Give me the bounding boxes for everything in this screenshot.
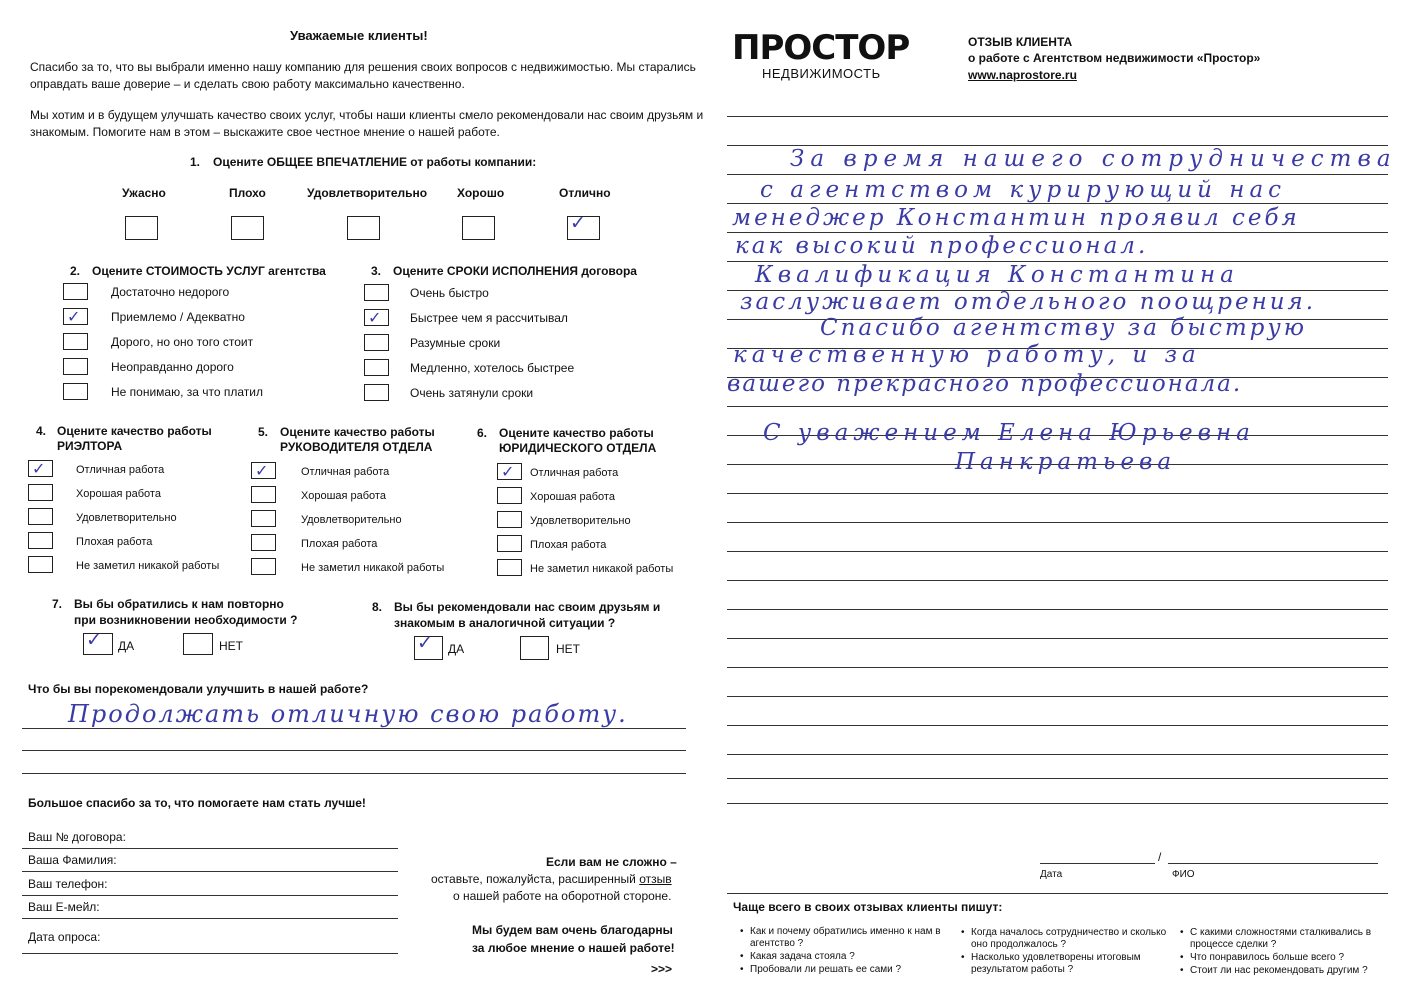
review-subtitle: о работе с Агентством недвижимости «Простор» bbox=[968, 51, 1261, 65]
q3-checkbox[interactable] bbox=[364, 384, 389, 401]
q3-option-label: Очень затянули сроки bbox=[410, 386, 534, 400]
checkmark-icon: ✓ bbox=[417, 632, 433, 654]
q2-title: Оцените СТОИМОСТЬ УСЛУГ агентства bbox=[92, 264, 326, 278]
q2-checkbox[interactable] bbox=[63, 358, 88, 375]
q7-title-line-2: при возникновении необходимости ? bbox=[74, 613, 298, 627]
q2-checkbox-checked[interactable] bbox=[63, 308, 88, 325]
checkmark-icon: ✓ bbox=[570, 212, 586, 234]
q4-title: Оцените качество работы bbox=[57, 424, 212, 438]
q4-checkbox[interactable] bbox=[28, 556, 53, 573]
q8-title-line-1: Вы бы рекомендовали нас своим друзьям и bbox=[394, 600, 661, 614]
divider bbox=[727, 893, 1388, 894]
email-field[interactable] bbox=[22, 918, 398, 919]
handwritten-line: качественную работу, и за bbox=[733, 342, 1201, 368]
ruled-line bbox=[727, 406, 1388, 407]
ruled-line bbox=[727, 174, 1388, 175]
q4-option-label: Хорошая работа bbox=[76, 488, 161, 500]
q6-checkbox[interactable] bbox=[497, 559, 522, 576]
q8-yes-label: ДА bbox=[448, 642, 465, 656]
tip-item-continued: оно продолжалось ? bbox=[971, 939, 1067, 950]
tip-item: • Как и почему обратились именно к нам в bbox=[750, 924, 941, 939]
tip-item: • Когда началось сотрудничество и сколько bbox=[971, 925, 1166, 940]
field-label-contract: Ваш № договора: bbox=[28, 830, 126, 844]
field-label-surname: Ваша Фамилия: bbox=[28, 853, 117, 867]
checkmark-icon: ✓ bbox=[368, 308, 382, 327]
grateful-line-1: Мы будем вам очень благодарны bbox=[472, 923, 673, 937]
q2-number: 2. bbox=[70, 264, 81, 278]
q1-option-label: Ужасно bbox=[122, 186, 166, 200]
q4-checkbox-checked[interactable] bbox=[28, 460, 53, 477]
q4-checkbox[interactable] bbox=[28, 484, 53, 501]
q8-no-label: НЕТ bbox=[556, 642, 580, 656]
company-logo bbox=[732, 30, 909, 81]
q8-yes-checkbox-checked[interactable] bbox=[414, 632, 443, 660]
q4-checkbox[interactable] bbox=[28, 508, 53, 525]
phone-field[interactable] bbox=[22, 895, 398, 896]
fio-label: ФИО bbox=[1172, 869, 1195, 880]
field-label-phone: Ваш телефон: bbox=[28, 877, 108, 891]
review-link[interactable]: отзыв bbox=[639, 872, 672, 886]
often-title: Чаще всего в своих отзывах клиенты пишут: bbox=[733, 900, 1003, 914]
survey-date-field[interactable] bbox=[22, 953, 398, 954]
q2-option-label: Неоправданно дорого bbox=[111, 360, 234, 374]
q1-checkbox-checked[interactable] bbox=[567, 212, 600, 240]
note-line-2 bbox=[431, 872, 672, 887]
q5-checkbox[interactable] bbox=[251, 534, 276, 551]
q5-option-label: Плохая работа bbox=[301, 538, 378, 550]
ruled-line bbox=[727, 803, 1388, 804]
improve-answer-handwritten: Продолжать отличную свою работу. bbox=[68, 700, 628, 728]
date-label: Дата bbox=[1040, 869, 1063, 880]
q5-checkbox[interactable] bbox=[251, 558, 276, 575]
tip-item-continued: агентство ? bbox=[750, 938, 804, 949]
handwritten-line: Спасибо агентству за быструю bbox=[820, 315, 1307, 341]
tip-item-continued: результатом работы ? bbox=[971, 964, 1074, 975]
intro-paragraph-1-line-1: Спасибо за то, что вы выбрали именно нашу компанию для решения своих вопросов с недвижимостью. Мы старались bbox=[30, 60, 696, 74]
handwritten-line: Квалификация Константина bbox=[755, 262, 1239, 288]
checkmark-icon: ✓ bbox=[32, 459, 46, 478]
handwritten-line: менеджер Константин проявил себя bbox=[732, 205, 1300, 231]
q3-option-label: Разумные сроки bbox=[410, 336, 501, 350]
website-link[interactable]: www.naprostore.ru bbox=[968, 68, 1077, 82]
q3-number: 3. bbox=[371, 264, 382, 278]
checkmark-icon: ✓ bbox=[501, 462, 515, 481]
q5-title: Оцените качество работы bbox=[280, 425, 435, 439]
q2-checkbox[interactable] bbox=[63, 283, 88, 300]
q6-checkbox[interactable] bbox=[497, 487, 522, 504]
q5-checkbox-checked[interactable] bbox=[251, 462, 276, 479]
tip-item: • Какая задача стояла ? bbox=[750, 949, 855, 964]
q2-option-label: Приемлемо / Адекватно bbox=[111, 310, 245, 324]
q6-checkbox-checked[interactable] bbox=[497, 463, 522, 480]
logo-subtitle: НЕДВИЖИМОСТЬ bbox=[762, 66, 881, 81]
q2-checkbox[interactable] bbox=[63, 383, 88, 400]
q3-checkbox[interactable] bbox=[364, 359, 389, 376]
ruled-line bbox=[727, 667, 1388, 668]
q2-option-label: Дорого, но оно того стоит bbox=[111, 335, 254, 349]
ruled-line bbox=[727, 725, 1388, 726]
q1-option-label: Плохо bbox=[229, 186, 266, 200]
q6-number: 6. bbox=[477, 426, 488, 440]
q5-checkbox[interactable] bbox=[251, 510, 276, 527]
q3-option-label: Быстрее чем я рассчитывал bbox=[410, 311, 568, 325]
q1-checkbox[interactable] bbox=[462, 216, 495, 240]
q3-title: Оцените СРОКИ ИСПОЛНЕНИЯ договора bbox=[393, 264, 637, 278]
q6-option-label: Отличная работа bbox=[530, 467, 619, 479]
q3-checkbox[interactable] bbox=[364, 284, 389, 301]
handwritten-line: За время нашего сотрудничества bbox=[790, 146, 1397, 172]
q6-checkbox[interactable] bbox=[497, 511, 522, 528]
note-line-2-text: оставьте, пожалуйста, расширенный bbox=[431, 872, 640, 886]
q7-number: 7. bbox=[52, 597, 63, 611]
q6-option-label: Не заметил никакой работы bbox=[530, 563, 674, 575]
q7-yes-label: ДА bbox=[118, 639, 135, 653]
ruled-line bbox=[727, 778, 1388, 779]
q4-number: 4. bbox=[36, 424, 47, 438]
q4-option-label: Плохая работа bbox=[76, 536, 153, 548]
q1-title: Оцените ОБЩЕЕ ВПЕЧАТЛЕНИЕ от работы компании: bbox=[213, 155, 537, 169]
ruled-line bbox=[727, 696, 1388, 697]
q3-checkbox-checked[interactable] bbox=[364, 309, 389, 326]
tip-item-continued: процессе сделки ? bbox=[1190, 939, 1277, 950]
next-page-arrows: >>> bbox=[651, 962, 673, 976]
ruled-line bbox=[727, 638, 1388, 639]
ruled-line bbox=[727, 116, 1388, 117]
q6-subject: ЮРИДИЧЕСКОГО ОТДЕЛА bbox=[499, 441, 657, 455]
handwritten-signature-line: С уважением Елена Юрьевна bbox=[763, 420, 1255, 446]
ruled-line bbox=[727, 203, 1388, 204]
q7-title-line-1: Вы бы обратились к нам повторно bbox=[74, 597, 284, 611]
surname-field[interactable] bbox=[22, 871, 398, 872]
intro-paragraph-2-line-1: Мы хотим и в будущем улучшать качество своих услуг, чтобы наши клиенты смело рекомендовали нас своим друзьям и bbox=[30, 108, 704, 122]
tip-item: • Пробовали ли решать ее сами ? bbox=[750, 962, 901, 977]
q6-option-label: Удовлетворительно bbox=[530, 515, 631, 527]
handwritten-line: заслуживает отдельного поощрения. bbox=[740, 289, 1317, 315]
ruled-line bbox=[727, 522, 1388, 523]
q1-checkbox[interactable] bbox=[125, 216, 158, 240]
q2-option-label: Не понимаю, за что платил bbox=[111, 385, 264, 399]
q4-option-label: Отличная работа bbox=[76, 464, 165, 476]
q1-checkbox[interactable] bbox=[347, 216, 380, 240]
checkmark-icon: ✓ bbox=[67, 307, 81, 326]
q6-checkbox[interactable] bbox=[497, 535, 522, 552]
q5-number: 5. bbox=[258, 425, 269, 439]
answer-line bbox=[22, 773, 686, 774]
q3-option-label: Очень быстро bbox=[410, 286, 489, 300]
q4-checkbox[interactable] bbox=[28, 532, 53, 549]
q2-option-label: Достаточно недорого bbox=[111, 285, 230, 299]
answer-line bbox=[22, 750, 686, 751]
q4-option-label: Удовлетворительно bbox=[76, 512, 177, 524]
q2-checkbox[interactable] bbox=[63, 333, 88, 350]
tip-item: • Что понравилось больше всего ? bbox=[1190, 950, 1344, 965]
q3-checkbox[interactable] bbox=[364, 334, 389, 351]
q5-option-label: Удовлетворительно bbox=[301, 514, 402, 526]
q6-option-label: Хорошая работа bbox=[530, 491, 615, 503]
intro-paragraph-1-line-2: оправдать ваше доверие – и сделать свою работу максимально качественно. bbox=[30, 77, 465, 91]
ruled-line bbox=[727, 580, 1388, 581]
handwritten-line: с агентством курирующий нас bbox=[760, 177, 1287, 203]
q1-option-label: Хорошо bbox=[457, 186, 505, 200]
q6-title: Оцените качество работы bbox=[499, 426, 654, 440]
q6-option-label: Плохая работа bbox=[530, 539, 607, 551]
tip-item: • Стоит ли нас рекомендовать другим ? bbox=[1190, 963, 1368, 978]
q5-option-label: Отличная работа bbox=[301, 466, 390, 478]
q3-option-label: Медленно, хотелось быстрее bbox=[410, 361, 575, 375]
q7-yes-checkbox-checked[interactable] bbox=[83, 629, 113, 655]
logo-wordmark: ПРОСТОР bbox=[732, 28, 910, 68]
note-line-3: о нашей работе на оборотной стороне. bbox=[453, 889, 672, 903]
ruled-line bbox=[727, 551, 1388, 552]
q8-title-line-2: знакомым в аналогичной ситуации ? bbox=[394, 616, 616, 630]
ruled-line bbox=[727, 493, 1388, 494]
field-label-email: Ваш Е-мейл: bbox=[28, 900, 100, 914]
q1-option-label: Удовлетворительно bbox=[307, 186, 428, 200]
ruled-line bbox=[727, 609, 1388, 610]
contract-number-field[interactable] bbox=[22, 848, 398, 849]
ruled-line bbox=[727, 754, 1388, 755]
q4-subject: РИЭЛТОРА bbox=[57, 439, 123, 453]
date-fio-separator: / bbox=[1158, 850, 1162, 864]
q7-no-label: НЕТ bbox=[219, 639, 243, 653]
q5-checkbox[interactable] bbox=[251, 486, 276, 503]
handwritten-line: вашего прекрасного профессионала. bbox=[727, 371, 1243, 397]
intro-paragraph-2-line-2: знакомым. Помогите нам в этом – выскажите свое честное мнение о нашей работе. bbox=[30, 125, 500, 139]
thanks-heading: Большое спасибо за то, что помогаете нам стать лучше! bbox=[28, 796, 366, 810]
q5-option-label: Хорошая работа bbox=[301, 490, 386, 502]
checkmark-icon: ✓ bbox=[255, 461, 269, 480]
date-field[interactable] bbox=[1040, 863, 1155, 864]
tip-item: • С какими сложностями сталкивались в bbox=[1190, 925, 1371, 940]
field-label-survey-date: Дата опроса: bbox=[28, 930, 101, 944]
tip-item: • Насколько удовлетворены итоговым bbox=[971, 950, 1141, 965]
review-title: ОТЗЫВ КЛИЕНТА bbox=[968, 35, 1073, 49]
q4-option-label: Не заметил никакой работы bbox=[76, 560, 220, 572]
improve-question: Что бы вы порекомендовали улучшить в нашей работе? bbox=[28, 682, 369, 696]
greeting: Уважаемые клиенты! bbox=[290, 28, 428, 43]
grateful-line-2: за любое мнение о нашей работе! bbox=[472, 941, 675, 955]
handwritten-signature-name: Панкратьева bbox=[955, 449, 1177, 475]
handwritten-line: как высокий профессионал. bbox=[735, 233, 1149, 259]
note-line-1: Если вам не сложно – bbox=[546, 855, 677, 869]
q5-option-label: Не заметил никакой работы bbox=[301, 562, 445, 574]
q1-checkbox[interactable] bbox=[231, 216, 264, 240]
answer-line bbox=[22, 728, 686, 729]
q8-number: 8. bbox=[372, 600, 383, 614]
q8-no-checkbox[interactable] bbox=[520, 636, 549, 660]
fio-field[interactable] bbox=[1168, 863, 1378, 864]
checkmark-icon: ✓ bbox=[86, 629, 102, 651]
q1-option-label: Отлично bbox=[559, 186, 611, 200]
q7-no-checkbox[interactable] bbox=[183, 633, 213, 655]
q1-number: 1. bbox=[190, 155, 201, 169]
q5-subject: РУКОВОДИТЕЛЯ ОТДЕЛА bbox=[280, 440, 433, 454]
